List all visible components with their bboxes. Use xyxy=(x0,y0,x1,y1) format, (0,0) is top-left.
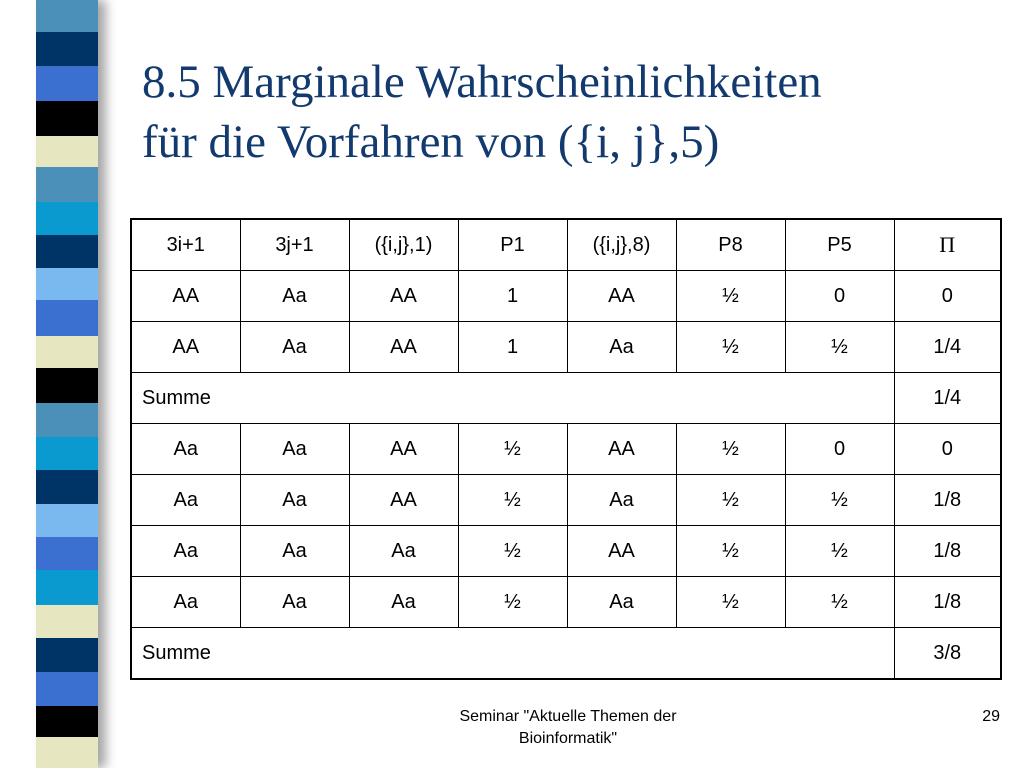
table-cell: ½ xyxy=(458,475,567,526)
table-cell: AA xyxy=(131,322,240,373)
table-cell: Aa xyxy=(131,577,240,628)
stripe-band xyxy=(36,202,98,235)
table-cell: Aa xyxy=(240,577,349,628)
table-cell: ½ xyxy=(676,271,785,322)
decorative-stripe xyxy=(36,0,98,768)
stripe-band xyxy=(36,437,98,470)
header-cell: ({i,j},1) xyxy=(349,219,458,271)
stripe-band xyxy=(36,300,98,335)
table-cell: AA xyxy=(567,526,676,577)
header-cell: ({i,j},8) xyxy=(567,219,676,271)
table-cell: ½ xyxy=(785,322,894,373)
table-cell: ½ xyxy=(785,475,894,526)
table-cell: AA xyxy=(567,271,676,322)
table-cell: ½ xyxy=(458,526,567,577)
table-cell: 1 xyxy=(458,322,567,373)
table-cell: AA xyxy=(131,271,240,322)
table-cell: AA xyxy=(349,424,458,475)
table-cell: AA xyxy=(349,271,458,322)
footer-line-1: Seminar "Aktuelle Themen der xyxy=(459,708,677,725)
stripe-band xyxy=(36,470,98,504)
stripe-band xyxy=(36,101,98,135)
table-cell: Aa xyxy=(349,526,458,577)
stripe-band xyxy=(36,570,98,605)
stripe-band xyxy=(36,167,98,201)
sum-value: 3/8 xyxy=(894,628,1001,680)
table-row xyxy=(131,526,1001,577)
stripe-band xyxy=(36,638,98,672)
table-cell: Aa xyxy=(349,577,458,628)
stripe-band xyxy=(36,605,98,638)
sum-row xyxy=(131,628,1001,680)
footer-line-2: Bioinformatik" xyxy=(518,730,618,747)
table-row xyxy=(131,475,1001,526)
table-cell: AA xyxy=(567,424,676,475)
sum-value: 1/4 xyxy=(894,373,1001,424)
table-cell: Aa xyxy=(240,526,349,577)
table-cell: 1/8 xyxy=(894,577,1001,628)
page-number: 29 xyxy=(982,708,1000,725)
header-cell: 3i+1 xyxy=(131,219,240,271)
table-cell: Aa xyxy=(567,322,676,373)
stripe-band xyxy=(36,235,98,268)
table-cell: ½ xyxy=(785,526,894,577)
stripe-band xyxy=(36,0,98,32)
stripe-band xyxy=(36,136,98,168)
table-cell: ½ xyxy=(676,322,785,373)
table-cell: 0 xyxy=(894,271,1001,322)
table-cell: AA xyxy=(349,322,458,373)
table-cell: 1/8 xyxy=(894,526,1001,577)
stripe-band xyxy=(36,737,98,768)
table-cell: ½ xyxy=(785,577,894,628)
table-cell: Aa xyxy=(567,577,676,628)
stripe-band xyxy=(36,368,98,402)
table-cell: 0 xyxy=(785,424,894,475)
slide-title xyxy=(142,52,1002,172)
table-cell: ½ xyxy=(458,577,567,628)
table-cell: 1 xyxy=(458,271,567,322)
table-cell: ½ xyxy=(458,424,567,475)
stripe-band xyxy=(36,336,98,369)
stripe-band xyxy=(36,268,98,301)
table-cell: 1/4 xyxy=(894,322,1001,373)
sum-label: Summe xyxy=(131,373,894,424)
table-row xyxy=(131,577,1001,628)
table-cell: 0 xyxy=(785,271,894,322)
table-cell: Aa xyxy=(240,322,349,373)
footer-text xyxy=(418,706,718,750)
table-row xyxy=(131,322,1001,373)
stripe-band xyxy=(36,537,98,570)
table-header-row xyxy=(131,219,1001,271)
table-cell: 0 xyxy=(894,424,1001,475)
header-cell: P1 xyxy=(458,219,567,271)
stripe-band xyxy=(36,66,98,101)
stripe-band xyxy=(36,672,98,705)
header-cell: P8 xyxy=(676,219,785,271)
sum-label: Summe xyxy=(131,628,894,680)
table-cell: 1/8 xyxy=(894,475,1001,526)
sum-row xyxy=(131,373,1001,424)
table-cell: Aa xyxy=(240,271,349,322)
table-row xyxy=(131,424,1001,475)
table-cell: Aa xyxy=(131,526,240,577)
stripe-band xyxy=(36,706,98,738)
title-line-1: 8.5 Marginale Wahrscheinlichkeiten xyxy=(142,56,822,108)
table-cell: Aa xyxy=(131,475,240,526)
table-cell: Aa xyxy=(240,475,349,526)
table-cell: Aa xyxy=(567,475,676,526)
title-line-2: für die Vorfahren von ({i, j},5) xyxy=(142,116,720,168)
probability-table xyxy=(130,218,1002,680)
table-row xyxy=(131,271,1001,322)
table-cell: ½ xyxy=(676,424,785,475)
table-cell: AA xyxy=(349,475,458,526)
header-cell: P5 xyxy=(785,219,894,271)
stripe-band xyxy=(36,504,98,537)
table-cell: Aa xyxy=(240,424,349,475)
stripe-band xyxy=(36,32,98,66)
header-cell: 3j+1 xyxy=(240,219,349,271)
table-cell: Aa xyxy=(131,424,240,475)
header-cell: Π xyxy=(894,219,1001,271)
table-cell: ½ xyxy=(676,577,785,628)
table-cell: ½ xyxy=(676,526,785,577)
table-cell: ½ xyxy=(676,475,785,526)
stripe-band xyxy=(36,403,98,437)
